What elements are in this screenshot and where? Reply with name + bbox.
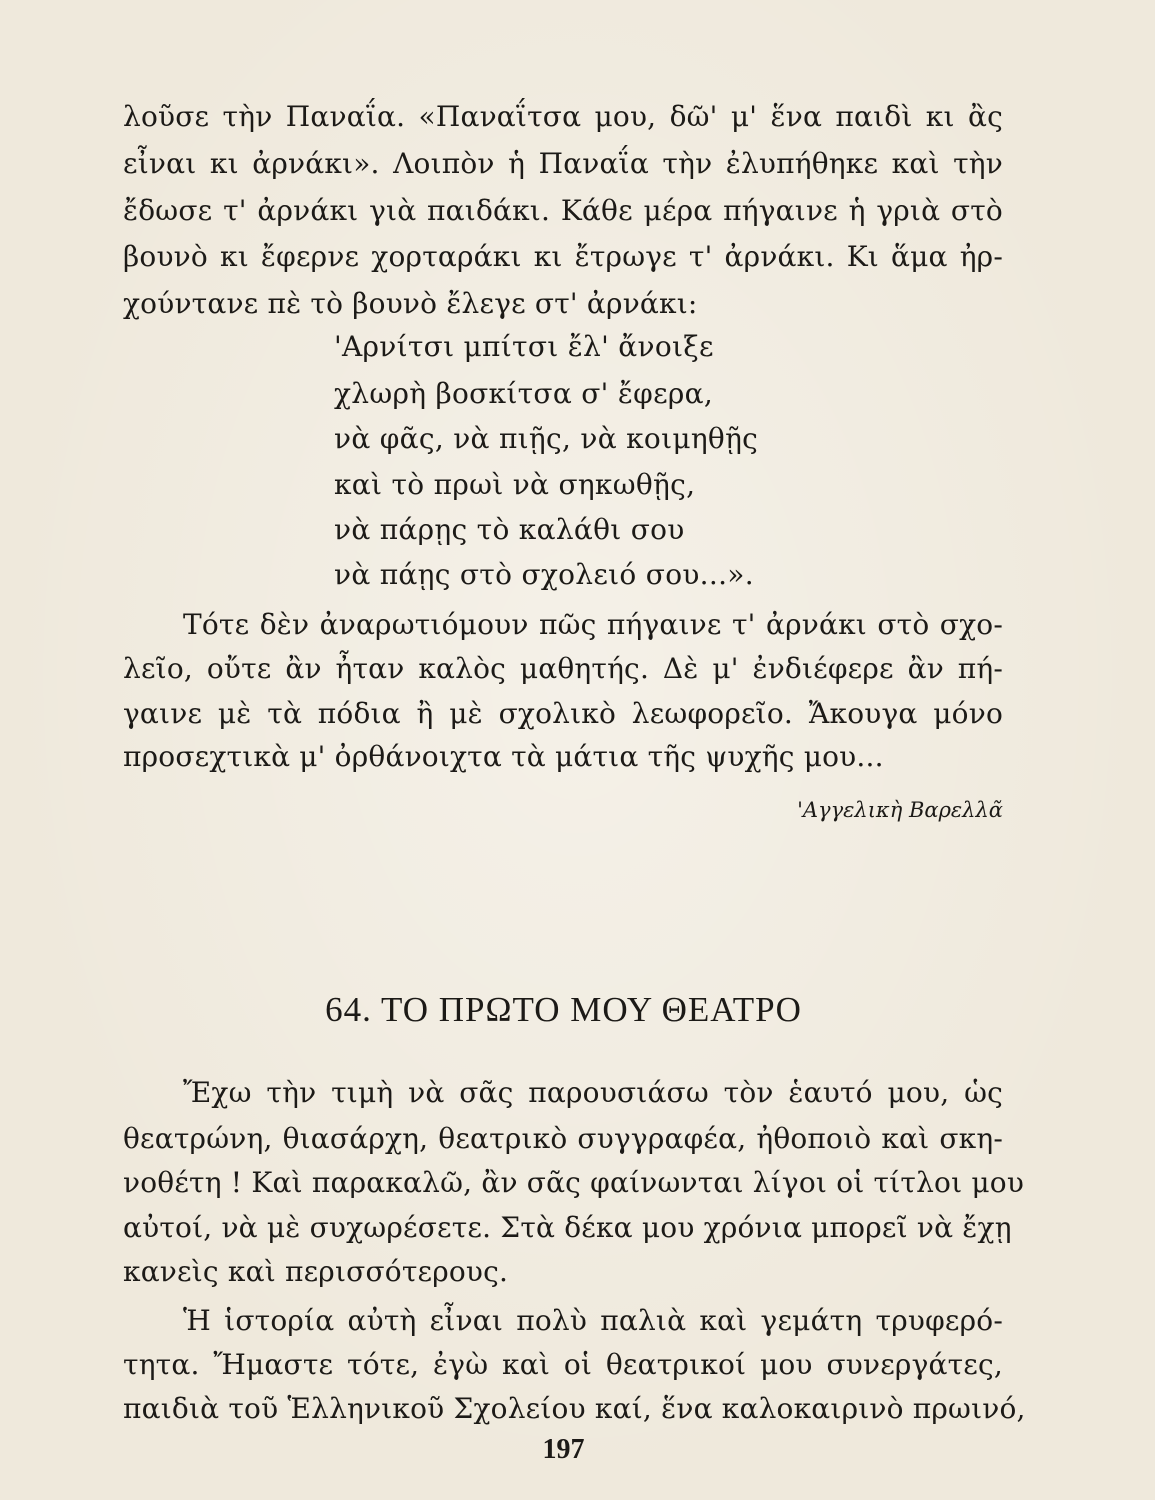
reflection-line-3: γαινε μὲ τὰ πόδια ἢ μὲ σχολικὸ λεωφορεῖο. Ἄκουγα μόνο bbox=[123, 697, 1003, 730]
page-number: 197 bbox=[542, 1434, 585, 1465]
reflection-line-2: λεῖο, οὔτε ἂν ἦταν καλὸς μαθητής. Δὲ μ' ἐνδιέφερε ἂν πή- bbox=[123, 652, 1003, 685]
chapter-title: 64. ΤΟ ΠΡΩΤΟ ΜΟΥ ΘΕΑΤΡΟ bbox=[325, 990, 802, 1029]
reflection-line-1: Τότε δὲν ἀναρωτιόμουν πῶς πήγαινε τ' ἀρνάκι στὸ σχο- bbox=[183, 608, 1003, 641]
chapter-p2-line-1: Ἡ ἱστορία αὐτὴ εἶναι πολὺ παλιὰ καὶ γεμάτη τρυφερό- bbox=[183, 1304, 1003, 1337]
chapter-p2-line-3: παιδιὰ τοῦ Ἑλληνικοῦ Σχολείου καί, ἕνα καλοκαιρινὸ πρωινό, bbox=[123, 1392, 1026, 1425]
story-line-2: εἶναι κι ἀρνάκι». Λοιπὸν ἡ Παναΐα τὴν ἐλυπήθηκε καὶ τὴν bbox=[123, 147, 1003, 180]
verse-line-4: καὶ τὸ πρωὶ νὰ σηκωθῇς, bbox=[334, 468, 696, 501]
verse-line-6: νὰ πάῃς στὸ σχολειό σου...». bbox=[334, 558, 754, 591]
chapter-p1-line-1: Ἔχω τὴν τιμὴ νὰ σᾶς παρουσιάσω τὸν ἑαυτό μου, ὡς bbox=[183, 1076, 1003, 1109]
verse-line-5: νὰ πάρῃς τὸ καλάθι σου bbox=[334, 513, 685, 546]
reflection-line-4: προσεχτικὰ μ' ὀρθάνοιχτα τὰ μάτια τῆς ψυχῆς μου... bbox=[123, 740, 884, 773]
chapter-p1-line-2: θεατρώνη, θιασάρχη, θεατρικὸ συγγραφέα, ἠθοποιὸ καὶ σκη- bbox=[123, 1122, 1003, 1155]
verse-line-1: 'Αρνίτσι μπίτσι ἔλ' ἄνοιξε bbox=[334, 330, 714, 363]
chapter-p2-line-2: τητα. Ἤμαστε τότε, ἐγὼ καὶ οἱ θεατρικοί μου συνεργάτες, bbox=[123, 1348, 1003, 1381]
chapter-p1-line-4: αὐτοί, νὰ μὲ συχωρέσετε. Στὰ δέκα μου χρόνια μπορεῖ νὰ ἔχῃ bbox=[123, 1211, 1012, 1244]
story-line-3: ἔδωσε τ' ἀρνάκι γιὰ παιδάκι. Κάθε μέρα πήγαινε ἡ γριὰ στὸ bbox=[123, 194, 1003, 227]
story-line-1: λοῦσε τὴν Παναΐα. «Παναΐτσα μου, δῶ' μ' ἕνα παιδὶ κι ἂς bbox=[123, 100, 1003, 133]
chapter-p1-line-5: κανεὶς καὶ περισσότερους. bbox=[123, 1255, 509, 1288]
chapter-p1-line-3: νοθέτη ! Καὶ παρακαλῶ, ἂν σᾶς φαίνωνται λίγοι οἱ τίτλοι μου bbox=[123, 1166, 1025, 1199]
verse-line-3: νὰ φᾶς, νὰ πιῇς, νὰ κοιμηθῇς bbox=[334, 422, 759, 455]
story-line-4: βουνὸ κι ἔφερνε χορταράκι κι ἔτρωγε τ' ἀρνάκι. Κι ἅμα ἠρ- bbox=[123, 240, 1003, 273]
author-signature: 'Αγγελικὴ Βαρελλᾶ bbox=[797, 798, 1003, 822]
verse-line-2: χλωρὴ βοσκίτσα σ' ἔφερα, bbox=[334, 377, 714, 410]
story-line-5: χούντανε πὲ τὸ βουνὸ ἔλεγε στ' ἀρνάκι: bbox=[123, 287, 698, 320]
